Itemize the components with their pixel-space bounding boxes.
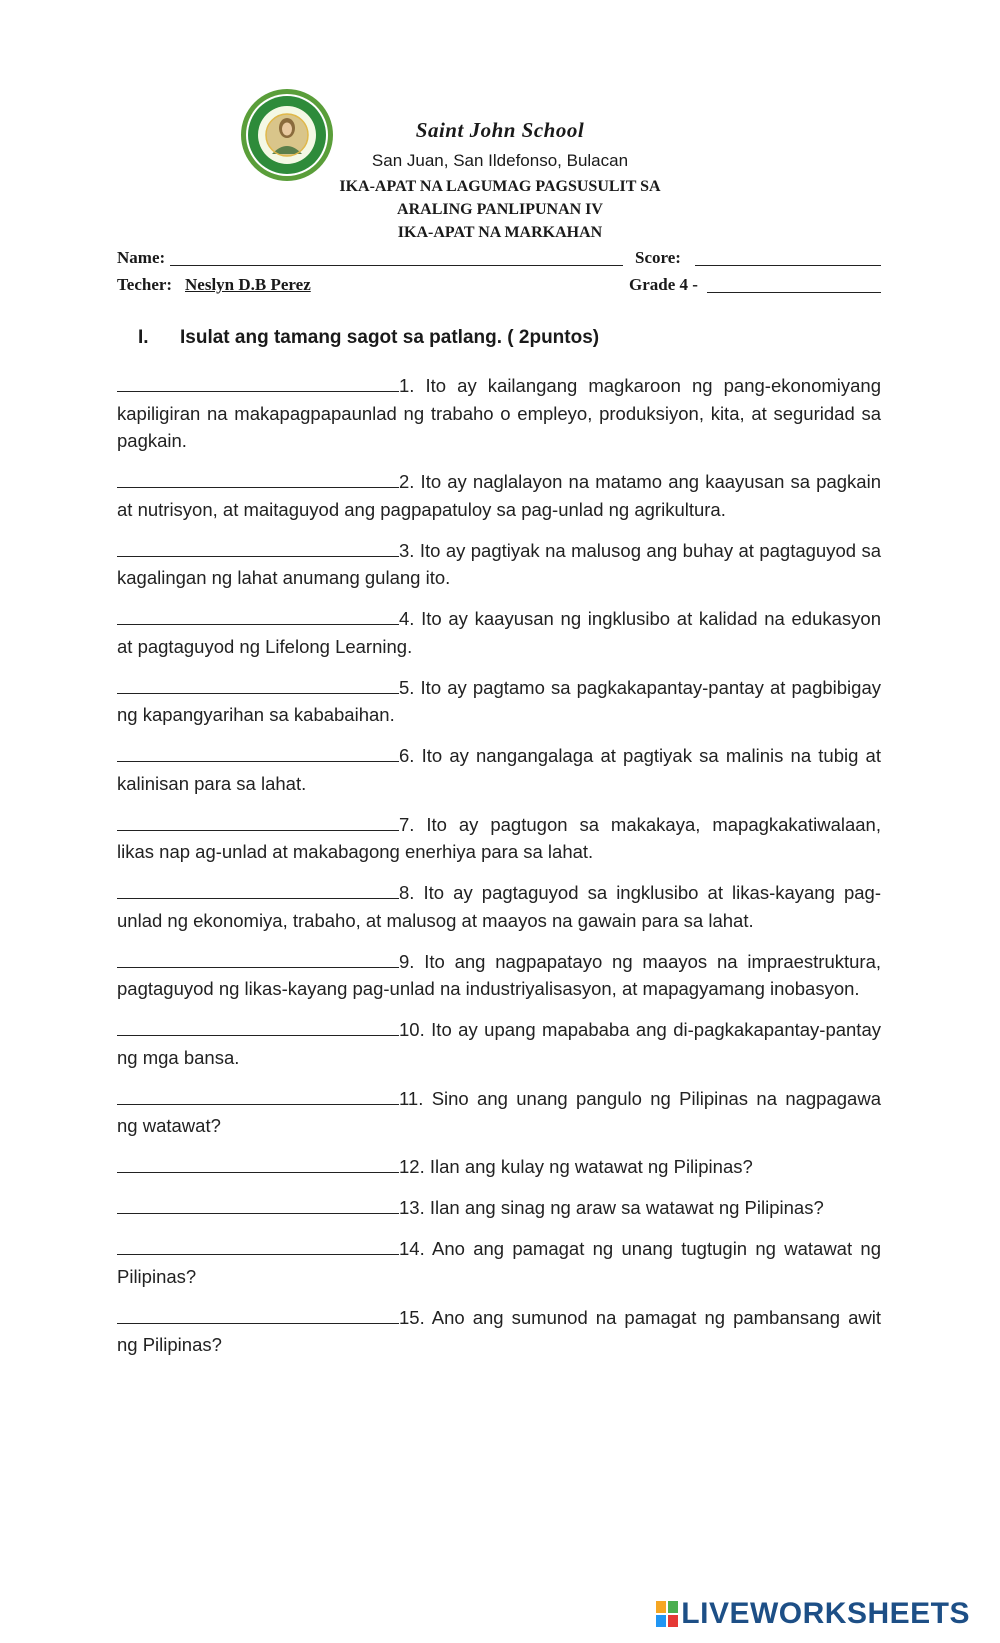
question-text: 12. Ilan ang kulay ng watawat ng Pilipinas? — [399, 1156, 753, 1177]
question-item — [117, 674, 881, 729]
answer-blank[interactable] — [117, 1171, 399, 1173]
answer-blank[interactable] — [117, 623, 399, 625]
liveworksheets-logo-icon — [656, 1601, 678, 1627]
question-item — [117, 948, 881, 1003]
answer-blank[interactable] — [117, 829, 399, 831]
liveworksheets-brand[interactable] — [656, 1597, 970, 1631]
question-text: 14. Ano ang pamagat ng unang tugtugin ng watawat ng Pilipinas? — [117, 1238, 881, 1287]
question-item — [117, 605, 881, 660]
question-item — [117, 742, 881, 797]
section-instructions: Isulat ang tamang sagot sa patlang. ( 2puntos) — [180, 327, 600, 348]
question-item — [117, 1304, 881, 1359]
school-name: Saint John School — [415, 118, 585, 142]
question-text: 10. Ito ay upang mapababa ang di-pagkakapantay-pantay ng mga bansa. — [117, 1019, 881, 1068]
question-text: 15. Ano ang sumunod na pamagat ng pambansang awit ng Pilipinas? — [117, 1306, 881, 1355]
name-field-line[interactable] — [170, 265, 623, 266]
question-item — [117, 372, 881, 455]
question-text: 2. Ito ay naglalayon na matamo ang kaayusan sa pagkain at nutrisyon, at maitaguyod ang pagpapatuloy sa pag-unlad ng agrikultura. — [117, 471, 881, 520]
score-field-line[interactable] — [695, 265, 881, 266]
question-item — [117, 1016, 881, 1071]
score-label: Score: — [635, 248, 681, 267]
question-text: 4. Ito ay kaayusan ng ingklusibo at kalidad na edukasyon at pagtaguyod ng Lifelong Learning. — [117, 608, 881, 657]
section-heading — [138, 327, 599, 349]
question-text: 5. Ito ay pagtamo sa pagkakapantay-pantay at pagbibigay ng kapangyarihan sa kababaihan. — [117, 676, 881, 725]
teacher-name: Neslyn D.B Perez — [185, 275, 311, 294]
answer-blank[interactable] — [117, 692, 399, 694]
question-item — [117, 879, 881, 934]
question-item — [117, 1194, 881, 1222]
liveworksheets-text: LIVEWORKSHEETS — [681, 1597, 970, 1630]
answer-blank[interactable] — [117, 1253, 399, 1255]
section-number: I. — [138, 327, 149, 348]
question-item — [117, 811, 881, 866]
teacher-label: Techer: — [117, 275, 173, 294]
exam-title-line-1: IKA-APAT NA LAGUMAG PAGSUSULIT SA — [339, 178, 661, 195]
school-address: San Juan, San Ildefonso, Bulacan — [371, 151, 629, 170]
answer-blank[interactable] — [117, 1034, 399, 1036]
answer-blank[interactable] — [117, 555, 399, 557]
question-list — [117, 372, 881, 1372]
grade-field-line[interactable] — [707, 292, 881, 293]
question-text: 8. Ito ay pagtaguyod sa ingklusibo at likas-kayang pag-unlad ng ekonomiya, trabaho, at malusog at maayos na gawain para sa lahat. — [117, 882, 881, 931]
answer-blank[interactable] — [117, 1212, 399, 1214]
question-text: 6. Ito ay nangangalaga at pagtiyak sa malinis na tubig at kalinisan para sa lahat. — [117, 745, 881, 794]
answer-blank[interactable] — [117, 390, 399, 392]
question-text: 13. Ilan ang sinag ng araw sa watawat ng Pilipinas? — [399, 1197, 824, 1218]
question-text: 9. Ito ang nagpapatayo ng maayos na impraestruktura, pagtaguyod ng likas-kayang pag-unlad na industriyalisasyon, at mapagyamang inobasyon. — [117, 950, 881, 999]
answer-blank[interactable] — [117, 966, 399, 968]
answer-blank[interactable] — [117, 897, 399, 899]
answer-blank[interactable] — [117, 760, 399, 762]
answer-blank[interactable] — [117, 1103, 399, 1105]
question-item — [117, 537, 881, 592]
question-text: 7. Ito ay pagtugon sa makakaya, mapagkakatiwalaan, likas nap ag-unlad at makabagong enerhiya para sa lahat. — [117, 813, 881, 862]
question-item — [117, 1085, 881, 1140]
answer-blank[interactable] — [117, 1322, 399, 1324]
question-item — [117, 1235, 881, 1290]
question-text: 1. Ito ay kailangang magkaroon ng pang-ekonomiyang kapiligiran na makapagpapaunlad ng trabaho o empleyo, produksiyon, kita, at seguridad sa pagkain. — [117, 375, 881, 451]
exam-title-line-3: IKA-APAT NA MARKAHAN — [397, 224, 603, 241]
grade-label: Grade 4 - — [629, 275, 698, 294]
question-text: 3. Ito ay pagtiyak na malusog ang buhay at pagtaguyod sa kagalingan ng lahat anumang gulang ito. — [117, 539, 881, 588]
name-score-row — [117, 248, 881, 272]
exam-title-line-2: ARALING PANLIPUNAN IV — [397, 201, 603, 218]
teacher-grade-row — [117, 275, 881, 299]
question-item — [117, 1153, 881, 1181]
question-item — [117, 468, 881, 523]
name-label: Name: — [117, 248, 166, 267]
answer-blank[interactable] — [117, 486, 399, 488]
question-text: 11. Sino ang unang pangulo ng Pilipinas na nagpagawa ng watawat? — [117, 1087, 881, 1136]
